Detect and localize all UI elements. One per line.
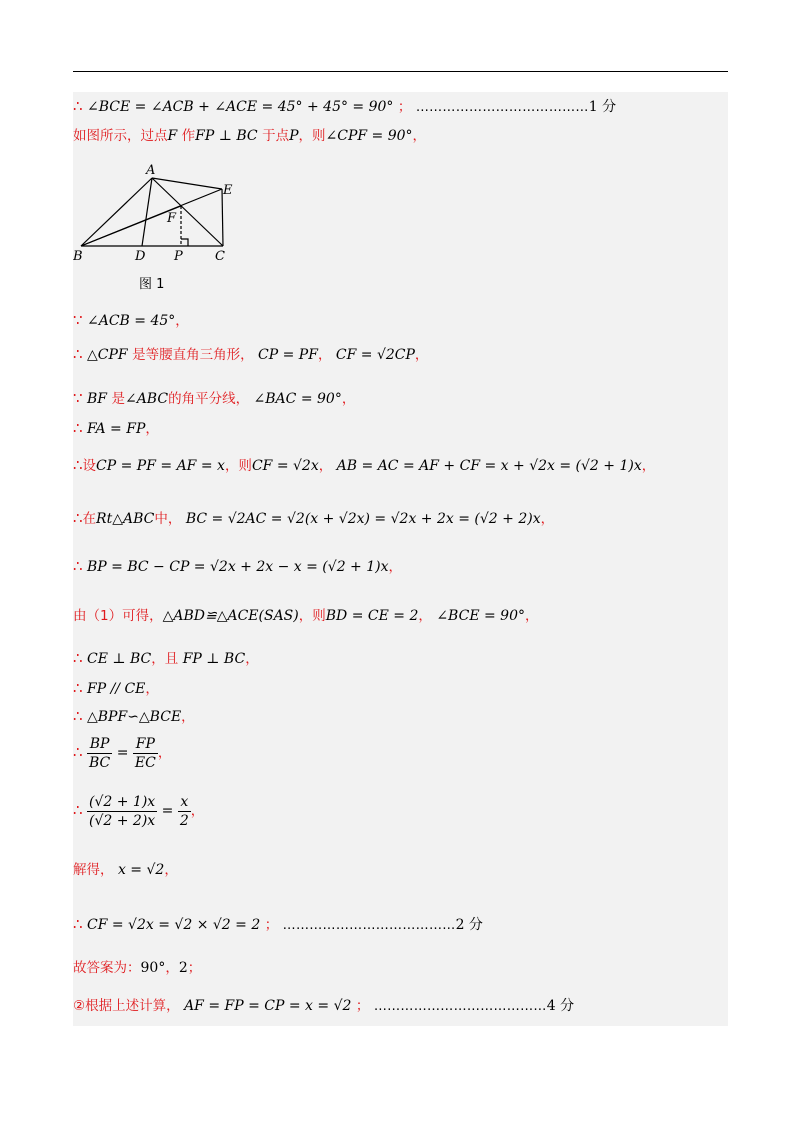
- label-A: A: [146, 163, 156, 178]
- figure-caption: 图 1: [139, 277, 165, 292]
- line-16: 解得， x = √2，: [73, 862, 178, 878]
- line-14: ∴ $\frac{BP}{BC}$ = $\frac{FP}{EC}$ ，: [73, 735, 172, 771]
- line-5: ∵ BF 是∠ABC的角平分线， ∠BAC = 90°，: [73, 389, 356, 407]
- fraction-right-2: $\frac{x}{2}$: [179, 793, 189, 829]
- label-E: E: [223, 183, 233, 198]
- label-D: D: [135, 249, 146, 264]
- label-P: P: [174, 249, 183, 264]
- fraction-right: $\frac{FP}{EC}$: [134, 735, 156, 771]
- line-8: ∴在Rt△ABC中， BC = √2AC = √2(x + √2x) = √2x + 2x = (√2 + 2)x，: [73, 509, 555, 527]
- line-3: ∵ ∠ACB = 45°，: [73, 311, 189, 329]
- line-11: ∴ CE ⊥ BC，且 FP ⊥ BC，: [73, 649, 259, 667]
- line-19: ②根据上述计算， AF = FP = CP = x = √2 ； …………………………………4 分: [73, 998, 575, 1014]
- label-B: B: [73, 249, 83, 264]
- line-12: ∴ FP // CE，: [73, 679, 159, 697]
- line-18: 故答案为：90°，2；: [73, 960, 202, 976]
- header-rule: [73, 71, 728, 72]
- line-1: ∴ ∠BCE = ∠ACB + ∠ACE = 45° + 45° = 90° ； …………………………………1 分: [73, 97, 617, 115]
- geometry-figure: [73, 162, 243, 272]
- line-6: ∴ FA = FP，: [73, 419, 159, 437]
- fraction-left-2: $\frac{(√2 + 1)x}{(√2 + 2)x}$: [89, 793, 156, 829]
- solution-panel: [73, 92, 728, 1026]
- line-17: ∴ CF = √2x = √2 × √2 = 2 ； …………………………………2 分: [73, 915, 483, 933]
- line-13: ∴ △BPF∽△BCE，: [73, 707, 195, 725]
- label-C: C: [215, 249, 225, 264]
- line-7: ∴设CP = PF = AF = x，则CF = √2x， AB = AC = AF + CF = x + √2x = (√2 + 1)x，: [73, 456, 656, 474]
- line-9: ∴ BP = BC − CP = √2x + 2x − x = (√2 + 1)x，: [73, 557, 402, 575]
- line-2: 如图所示，过点F 作FP ⊥ BC 于点P，则∠CPF = 90°，: [73, 128, 427, 144]
- label-F: F: [167, 211, 177, 226]
- fraction-left: $\frac{BP}{BC}$: [89, 735, 111, 771]
- line-4: ∴ △CPF 是等腰直角三角形， CP = PF， CF = √2CP，: [73, 345, 429, 363]
- line-10: 由（1）可得，△ABD≌△ACE(SAS)，则BD = CE = 2， ∠BCE = 90°，: [73, 608, 539, 624]
- line-15: ∴ $\frac{(√2 + 1)x}{(√2 + 2)x}$ = $\frac{x}{2}$ ，: [73, 793, 205, 829]
